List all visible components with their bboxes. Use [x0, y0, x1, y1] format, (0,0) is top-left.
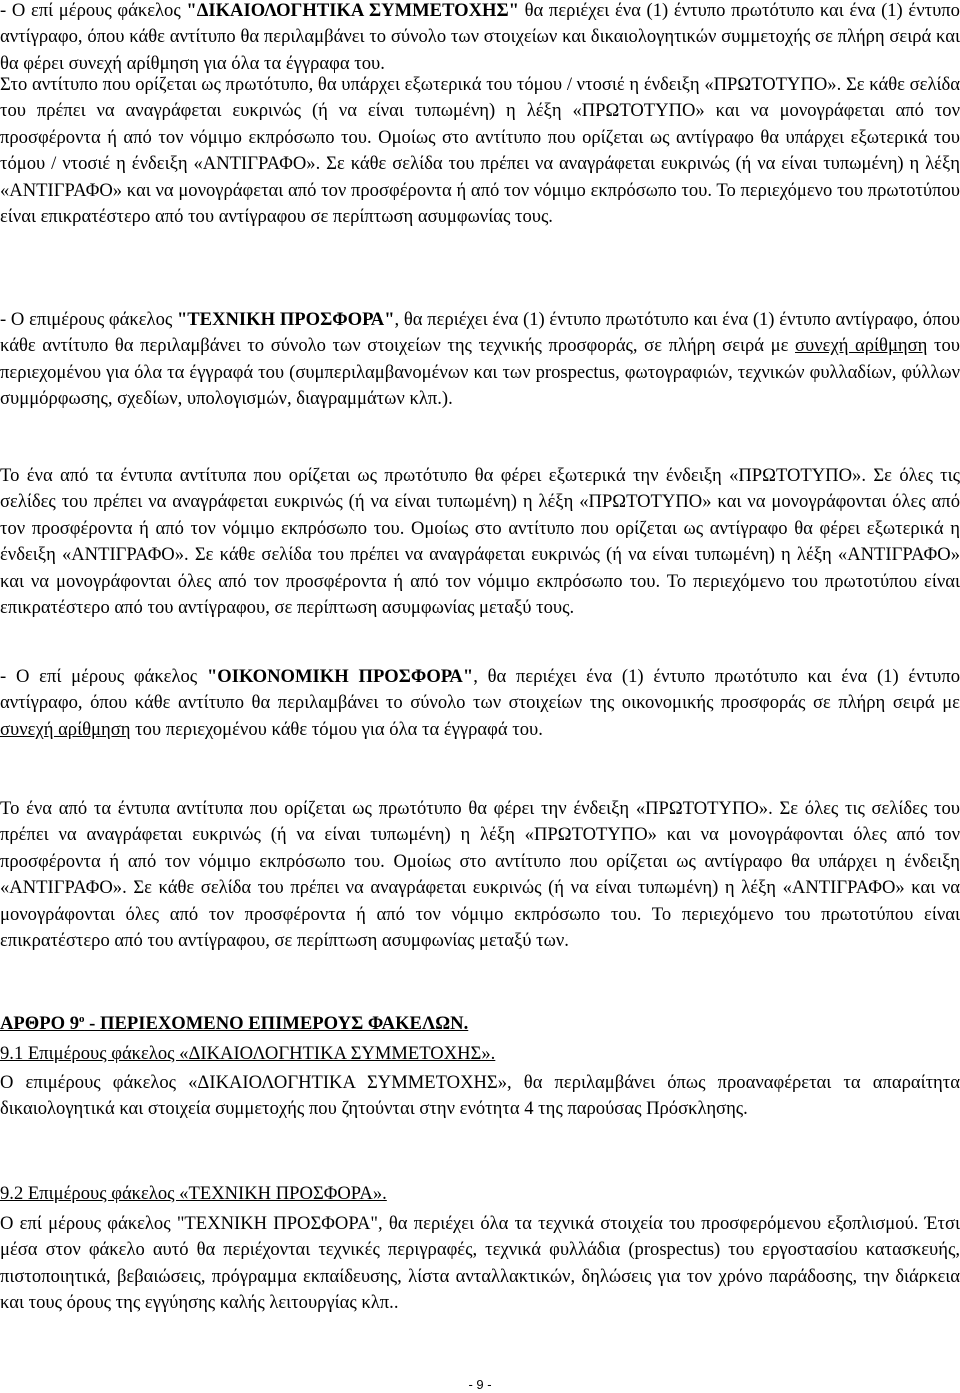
paragraph-participation-envelope	[0, 0, 960, 77]
paragraph-text: - Ο επί μέρους φάκελος	[0, 666, 207, 687]
envelope-title-technical: "ΤΕΧΝΙΚΗ ΠΡΟΣΦΟΡΑ"	[176, 309, 395, 330]
page-number: - 9 -	[468, 1377, 492, 1392]
paragraph-text: του περιεχομένου για όλα τα έγγραφά του (συμπεριλαμβανομένων και των prospectus, φωτογραφιών, τεχνικών φυλλαδίων, φύλλων συμμόρφωσης, σχεδίων, υπολογισμών, διαγραμμάτων κλπ.).	[0, 335, 960, 410]
paragraph-text: Το ένα από τα έντυπα αντίτυπα που ορίζεται ως πρωτότυπο θα φέρει την ένδειξη «ΠΡΩΤΟΤΥΠΟ». Σε όλες τις σελίδες του πρέπει να αναγράφεται ευκρινώς (ή να είναι τυπωμένη) η λέξη «ΠΡΩΤΟΤΥΠΟ» και να μονογράφονται όλες από τον προσφέροντα ή από τον νόμιμο εκπρόσωπο του. Ομοίως στο αντίτυπο που ορίζεται ως αντίγραφο θα υπάρχει η ένδειξη «ΑΝΤΙΓΡΑΦΟ». Σε κάθε σελίδα του πρέπει να αναγράφεται ευκρινώς (ή να είναι τυπωμένη) η λέξη «ΑΝΤΙΓΡΑΦΟ» και να μονογράφονται όλες από τον προσφέροντα ή από τον νόμιμο εκπρόσωπο του. Το περιεχόμενο του πρωτοτύπου είναι επικρατέστερο από του αντίγραφου, σε περίπτωση ασυμφωνίας μεταξύ των.	[0, 798, 960, 952]
paragraph-text: , θα περιέχει ένα (1) έντυπο πρωτότυπο και ένα (1) έντυπο αντίγραφο, όπου κάθε αντίτυπο θα περιλαμβάνει το σύνολο των στοιχείων της τεχνικής προσφοράς, σε πλήρη σειρά με	[0, 309, 960, 357]
paragraph-text: θα περιέχει ένα (1) έντυπο πρωτότυπο και ένα (1) έντυπο αντίγραφο, όπου κάθε αντίτυπο θα περιλαμβάνει το σύνολο των στοιχείων και δικαιολογητικών συμμετοχής σε πλήρη σειρά και θα φέρει συνεχή αρίθμηση για όλα τα έγγραφα του.	[0, 0, 960, 74]
underlined-phrase: συνεχή αρίθμηση	[795, 335, 928, 357]
article-heading-text: - ΠΕΡΙΕΧΟΜΕΝΟ ΕΠΙΜΕΡΟΥΣ ΦΑΚΕΛΩΝ.	[84, 1013, 469, 1034]
paragraph-financial-envelope	[0, 664, 960, 743]
section-text-9-1	[0, 1070, 960, 1123]
section-text-9-2	[0, 1211, 960, 1317]
paragraph-text: Το ένα από τα έντυπα αντίτυπα που ορίζεται ως πρωτότυπο θα φέρει εξωτερικά την ένδειξη «ΠΡΩΤΟΤΥΠΟ». Σε όλες τις σελίδες του πρέπει να αναγράφεται ευκρινώς (ή να είναι τυπωμένη) η λέξη «ΠΡΩΤΟΤΥΠΟ» και να μονογράφονται όλες από τον προσφέροντα ή από τον νόμιμο εκπρόσωπο του. Ομοίως στο αντίτυπο που ορίζεται ως αντίγραφο θα φέρει εξωτερικά η ένδειξη «ΑΝΤΙΓΡΑΦΟ». Σε κάθε σελίδα του πρέπει να αναγράφεται ευκρινώς (ή να είναι τυπωμένη) η λέξη «ΑΝΤΙΓΡΑΦΟ» και να μονογράφονται όλες από τον προσφέροντα ή από τον νόμιμο εκπρόσωπο του. Το περιεχόμενο του πρωτοτύπου είναι επικρατέστερο από του αντίγραφου, σε περίπτωση ασυμφωνίας μεταξύ τους.	[0, 465, 960, 619]
paragraph-text: Στο αντίτυπο που ορίζεται ως πρωτότυπο, θα υπάρχει εξωτερικά του τόμου / ντοσιέ η ένδειξη «ΠΡΩΤΟΤΥΠΟ». Σε κάθε σελίδα του πρέπει να αναγράφεται ευκρινώς (ή να είναι τυπωμένη) η λέξη «ΠΡΩΤΟΤΥΠΟ» και να μονογράφεται από τον προσφέροντα ή από τον νόμιμο εκπρόσωπο του. Ομοίως στο αντίτυπο που ορίζεται ως αντίγραφο θα υπάρχει εξωτερικά του τόμου / ντοσιέ η ένδειξη «ΑΝΤΙΓΡΑΦΟ». Σε κάθε σελίδα του πρέπει να αναγράφεται ευκρινώς (ή να είναι τυπωμένη) η λέξη «ΑΝΤΙΓΡΑΦΟ» και να μονογράφεται από τον προσφέροντα ή από τον νόμιμο εκπρόσωπο του. Το περιεχόμενο του πρωτοτύπου είναι επικρατέστερο από του αντίγραφου σε περίπτωση ασυμφωνίας τους.	[0, 74, 960, 228]
envelope-title-participation: "ΔΙΚΑΙΟΛΟΓΗΤΙΚΑ ΣΥΜΜΕΤΟΧΗΣ"	[186, 0, 519, 21]
envelope-title-financial: "ΟΙΚΟΝΟΜΙΚΗ ΠΡΟΣΦΟΡΑ"	[206, 666, 474, 687]
paragraph-text: του περιεχομένου κάθε τόμου για όλα τα έγγραφά του.	[130, 718, 543, 740]
paragraph-technical-envelope	[0, 307, 960, 413]
underlined-phrase: συνεχή αρίθμηση	[0, 718, 131, 740]
paragraph-financial-copies	[0, 796, 960, 954]
paragraph-text: - Ο επιμέρους φάκελος	[0, 309, 177, 330]
section-heading-9-1: 9.1 Επιμέρους φάκελος «ΔΙΚΑΙΟΛΟΓΗΤΙΚΑ ΣΥΜΜΕΤΟΧΗΣ».	[0, 1043, 496, 1064]
paragraph-text: - Ο επί μέρους φάκελος	[0, 0, 187, 21]
article-heading	[0, 1011, 960, 1037]
article-superscript: ο	[79, 1012, 85, 1025]
article-heading-text: ΑΡΘΡΟ 9	[0, 1013, 80, 1034]
paragraph-technical-copies	[0, 463, 960, 621]
paragraph-text: Ο επιμέρους φάκελος «ΔΙΚΑΙΟΛΟΓΗΤΙΚΑ ΣΥΜΜΕΤΟΧΗΣ», θα περιλαμβάνει όπως προαναφέρεται τα απαραίτητα δικαιολογητικά και στοιχεία συμμετοχής που ζητούνται στην ενότητα 4 της παρούσας Πρόσκλησης.	[0, 1072, 960, 1120]
paragraph-participation-copies	[0, 72, 960, 230]
section-heading-9-2: 9.2 Επιμέρους φάκελος «ΤΕΧΝΙΚΗ ΠΡΟΣΦΟΡΑ».	[0, 1183, 387, 1204]
paragraph-text: Ο επί μέρους φάκελος "ΤΕΧΝΙΚΗ ΠΡΟΣΦΟΡΑ", θα περιέχει όλα τα τεχνικά στοιχεία του προσφερόμενου εξοπλισμού. Έτσι μέσα στον φάκελο αυτό θα περιέχονται τεχνικές περιγραφές, τεχνικά φυλλάδια (prospectus) του εργοστασίου κατασκευής, πιστοποιητικά, βεβαιώσεις, πρόγραμμα εκπαίδευσης, λίστα ανταλλακτικών, δηλώσεις για τον χρόνο παράδοσης, την διάρκεια και τους όρους της εγγύησης καλής λειτουργίας κλπ..	[0, 1213, 960, 1314]
paragraph-text: , θα περιέχει ένα (1) έντυπο πρωτότυπο και ένα (1) έντυπο αντίγραφο, όπου κάθε αντίτυπο θα περιλαμβάνει το σύνολο των στοιχείων της οικονομικής προσφοράς σε πλήρη σειρά με	[0, 666, 960, 714]
